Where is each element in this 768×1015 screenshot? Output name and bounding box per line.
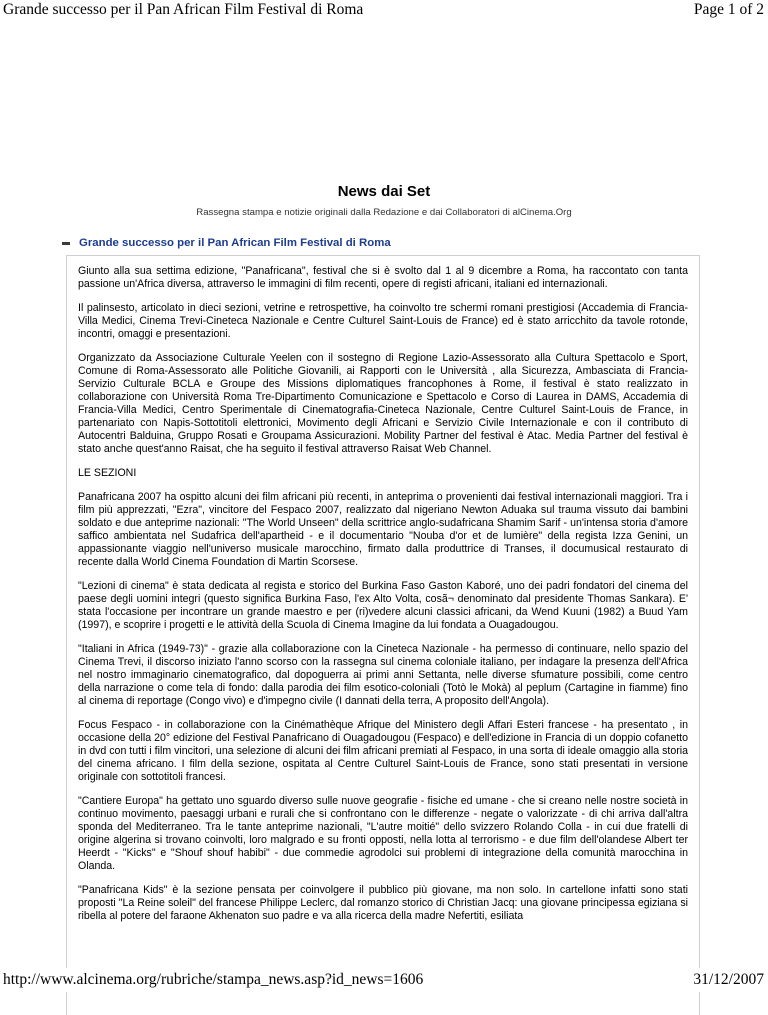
print-header bbox=[0, 0, 768, 24]
article-box bbox=[66, 255, 700, 1015]
print-footer-date: 31/12/2007 bbox=[693, 971, 764, 988]
section-subtitle: Rassegna stampa e notizie originali dalla Redazione e dai Collaboratori di alCinema.Org bbox=[196, 207, 572, 218]
section-title: News dai Set bbox=[337, 183, 431, 200]
article-paragraph: Panafricana 2007 ha ospitto alcuni dei film africani più recenti, in anteprima o provenienti dai festival internazionali maggiori. Tra i film più apprezzati, "Ezra", vincitore del Fespaco 2007, realizzato dal nigeriano Newton Aduaka sul trauma vissuto dai bambini soldato e due anteprime nazionali: "The World Unseen" della scrittrice anglo-sudafricana Shamim Sarif - un'intensa storia d'amore saffico ambientata nel Sudafrica dell'apartheid - e il documentario "Nouba d'or et de lumière" della regista Izza Genini, un appassionante viaggio nell'universo musicale marocchino, firmato dalla produttrice di Transes, il documusical restaurato di recente dalla World Cinema Foundation di Martin Scorsese. bbox=[78, 491, 688, 568]
article-title-link[interactable]: Grande successo per il Pan African Film Festival di Roma bbox=[79, 237, 391, 249]
print-header-title: Grande successo per il Pan African Film Festival di Roma bbox=[3, 1, 364, 18]
article-paragraph: "Panafricana Kids" è la sezione pensata per coinvolgere il pubblico più giovane, ma non solo. In cartellone infatti sono stati proposti "La Reine soleil" del francese Philippe Leclerc, dal romanzo storico di Christian Jacq: una giovane principessa egiziana si ribella al potere del faraone Akhenaton suo padre e va alla ricerca della madre Nefertiti, esiliata bbox=[78, 884, 688, 922]
article-paragraph: Il palinsesto, articolato in dieci sezioni, vetrine e retrospettive, ha coinvolto tre schermi romani prestigiosi (Accademia di Francia-Villa Medici, Cinema Trevi-Cineteca Nazionale e Centre Culturel Saint-Louis de France) ed è stato arricchito da tavole rotonde, incontri, omaggi e presentazioni. bbox=[78, 302, 688, 340]
print-footer-url: http://www.alcinema.org/rubriche/stampa_news.asp?id_news=1606 bbox=[3, 971, 424, 988]
article-paragraph: Giunto alla sua settima edizione, "Panafricana", festival che si è svolto dal 1 al 9 dicembre a Roma, ha raccontato con tanta passione un'Africa diversa, attraverso le immagini di film recenti, opere di registi africani, italiani ed internazionali. bbox=[78, 265, 688, 290]
arrow-bullet-icon bbox=[62, 242, 70, 245]
article-paragraph: Focus Fespaco - in collaborazione con la Cinémathèque Afrique del Ministero degli Affari Esteri francese - ha presentato , in occasione della 20° edizione del Festival Panafricano di Ouagadougou (Fespaco) e dell'edizione in Francia di un doppio cofanetto in dvd con tutti i film vincitori, una selezione di alcuni dei film africani premiati al Fespaco, in una sorta di ideale omaggio alla storia del cinema africano. I film della sezione, ospitata al Centre Culturel Saint-Louis de France, sono stati presentati in versione originale con sottotitoli francesi. bbox=[78, 719, 688, 783]
article-paragraph: "Lezioni di cinema" è stata dedicata al regista e storico del Burkina Faso Gaston Kaboré, uno dei padri fondatori del cinema del paese degli uomini integri (questo significa Burkina Faso, l'ex Alto Volta, cosã¬ denominato dal presidente Thomas Sankara). E' stata l'occasione per incontrare un grande maestro e per (ri)vedere alcuni classici africani, da Wend Kuuni (1982) a Buud Yam (1997), e scoprire i progetti e le attività della Scuola di Cinema Imagine da lui fondata a Ouagadougou. bbox=[78, 580, 688, 631]
article-section-label: LE SEZIONI bbox=[78, 467, 137, 479]
article-body bbox=[67, 256, 699, 923]
article-paragraph: "Cantiere Europa" ha gettato uno sguardo diverso sulle nuove geografie - fisiche ed umane - che si creano nelle nostre società in continuo movimento, paesaggi urbani e rurali che si confrontano con le differenze - negate o valorizzate - di chi arriva dall'altra sponda del Mediterraneo. Tra le tante anteprime nazionali, "L'autre moitié" dello svizzero Rolando Colla - in cui due fratelli di origine algerina si trovano coinvolti, loro malgrado e su fronti opposti, nella lotta al terrorismo - e due film dell'olandese Albert ter Heerdt - "Kicks" e "Shouf shouf habibi" - due commedie agrodolci sui problemi di integrazione della comunità marocchina in Olanda. bbox=[78, 795, 688, 872]
print-footer bbox=[0, 968, 768, 992]
article-heading[interactable] bbox=[62, 237, 702, 251]
article-paragraph: Organizzato da Associazione Culturale Yeelen con il sostegno di Regione Lazio-Assessorato alla Cultura Spettacolo e Sport, Comune di Roma-Assessorato alle Politiche Giovanili, ai Rapporti con le Università , alla Sicurezza, Ambasciata di Francia-Servizio Culturale BCLA e Groupe des Missions diplomatiques francophones à Rome, il festival è stato realizzato in collaborazione con Università Roma Tre-Dipartimento Comunicazione e Spettacolo e Corso di Laurea in DAMS, Accademia di Francia-Villa Medici, Centro Sperimentale di Cinematografia-Cineteca Nazionale, Centre Culturel Saint-Louis de France, in partenariato con Napis-Sottotitoli elettronici, Movimento degli Africani e Servizio Civile Internazionale e con il contributo di Autocentri Balduina, Gruppo Rosati e Groupama Assicurazioni. Mobility Partner del festival è Atac. Media Partner del festival è stato anche quest'anno Raisat, che ha seguito il festival attraverso Raisat Web Channel. bbox=[78, 352, 688, 455]
article-paragraph: "Italiani in Africa (1949-73)" - grazie alla collaborazione con la Cineteca Nazionale - ha permesso di continuare, nello spazio del Cinema Trevi, il discorso iniziato l'anno scorso con la rassegna sul cinema coloniale italiano, per indagare la presenza dell'Africa nel nostro immaginario cinematografico, dal dopoguerra ai primi anni Settanta, nelle diverse sfumature possibili, come centro della narrazione o come tela di fondo: dalla parodia dei film esotico-coloniali (Totò le Mokà) al peplum (Cartagine in fiamme) fino al cinema di reportage (Congo vivo) e d'impegno civile (I dannati della terra, A proposito dell'Angola). bbox=[78, 643, 688, 707]
print-header-page: Page 1 of 2 bbox=[693, 1, 764, 18]
